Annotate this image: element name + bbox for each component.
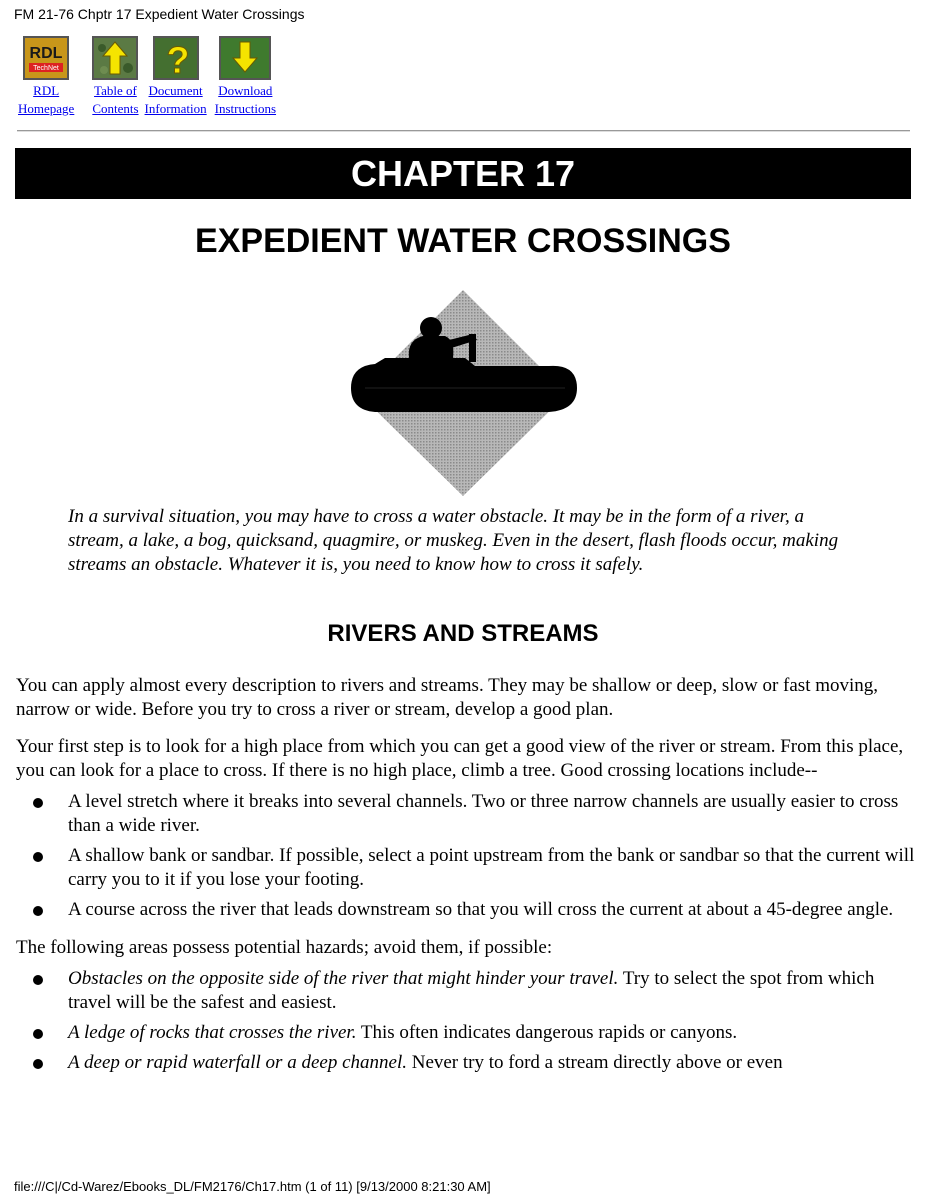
section-heading: RIVERS AND STREAMS [327, 620, 599, 647]
nav-document-information[interactable] [145, 36, 207, 118]
rdl-logo-icon[interactable] [23, 36, 69, 80]
nav-download-instructions[interactable] [215, 36, 276, 118]
chapter-label: CHAPTER 17 [15, 148, 911, 199]
list-item [16, 1021, 916, 1045]
main-content [16, 674, 916, 1089]
list-item-text: A course across the river that leads downstream so that you will cross the current at about a 45-degree angle. [68, 899, 894, 920]
hazard-lead: A ledge of rocks that crosses the river. [68, 1022, 357, 1043]
bullet-icon [33, 906, 43, 916]
list-item-text: A level stretch where it breaks into several channels. Two or three narrow channels are usually easier to cross than a wide river. [68, 791, 899, 836]
list-item-text: A shallow bank or sandbar. If possible, select a point upstream from the bank or sandbar so that the current will carry you to it if you lose your footing. [68, 845, 915, 890]
footer-url: file:///C|/Cd-Warez/Ebooks_DL/FM2176/Ch17.htm (1 of 11) [9/13/2000 8:21:30 AM] [14, 1179, 491, 1194]
download-arrow-icon[interactable] [219, 36, 271, 80]
hazard-text: Never try to ford a stream directly above or even [406, 1052, 783, 1073]
rdl-logo-subtext: TechNet [33, 65, 59, 72]
hazard-lead: A deep or rapid waterfall or a deep channel. [68, 1052, 407, 1073]
svg-text:?: ? [165, 40, 190, 78]
bullet-icon [33, 1059, 43, 1069]
nav-link-line1[interactable]: Table of [94, 83, 137, 98]
raft-on-diamond-icon [345, 288, 581, 500]
hazard-lead: Obstacles on the opposite side of the river that might hinder your travel. [68, 968, 619, 989]
nav-link-line2[interactable]: Information [144, 101, 207, 116]
good-locations-list [16, 790, 916, 922]
window-title: FM 21-76 Chptr 17 Expedient Water Crossings [14, 6, 305, 22]
nav-link-line1[interactable]: Document [148, 83, 203, 98]
list-item [16, 898, 916, 922]
bullet-icon [33, 852, 43, 862]
list-item [16, 967, 916, 1015]
nav-table-of-contents[interactable] [92, 36, 138, 118]
list-item [16, 790, 916, 838]
bullet-icon [33, 1029, 43, 1039]
paragraph: Your first step is to look for a high place from which you can get a good view of the river or stream. From this place, you can look for a place to cross. If there is no high place, climb a tree. Good crossing locations include-- [16, 736, 904, 781]
nav-link-line2[interactable]: Instructions [214, 101, 277, 116]
list-item [16, 1051, 916, 1075]
header-divider [17, 130, 910, 132]
nav-link-line2[interactable]: Homepage [18, 101, 75, 116]
paragraph: You can apply almost every description to rivers and streams. They may be shallow or deep, slow or fast moving, narrow or wide. Before you try to cross a river or stream, develop a good plan. [16, 675, 879, 720]
question-mark-icon[interactable] [153, 36, 199, 80]
nav-rdl-homepage[interactable] [18, 36, 74, 118]
paragraph: The following areas possess potential hazards; avoid them, if possible: [16, 937, 553, 958]
bullet-icon [33, 798, 43, 808]
chapter-title: EXPEDIENT WATER CROSSINGS [195, 222, 731, 260]
hazard-text: This often indicates dangerous rapids or canyons. [356, 1022, 738, 1043]
nav-link-line2[interactable]: Contents [92, 101, 139, 116]
hazard-text: Try to select the spot from which travel will be the safest and easiest. [68, 968, 875, 1013]
rdl-logo-text: RDL [29, 45, 63, 62]
nav-bar [18, 36, 276, 118]
intro-paragraph: In a survival situation, you may have to cross a water obstacle. It may be in the form of a river, a stream, a lake, a bog, quicksand, quagmire, or muskeg. Even in the desert, flash floods occur, making streams an obstacle. Whatever it is, you need to know how to cross it safely. [68, 506, 839, 575]
list-item [16, 844, 916, 892]
nav-link-line1[interactable]: Download [218, 83, 273, 98]
nav-link-line1[interactable]: RDL [33, 83, 60, 98]
bullet-icon [33, 975, 43, 985]
up-arrow-icon[interactable] [92, 36, 138, 80]
hazards-list [16, 967, 916, 1075]
